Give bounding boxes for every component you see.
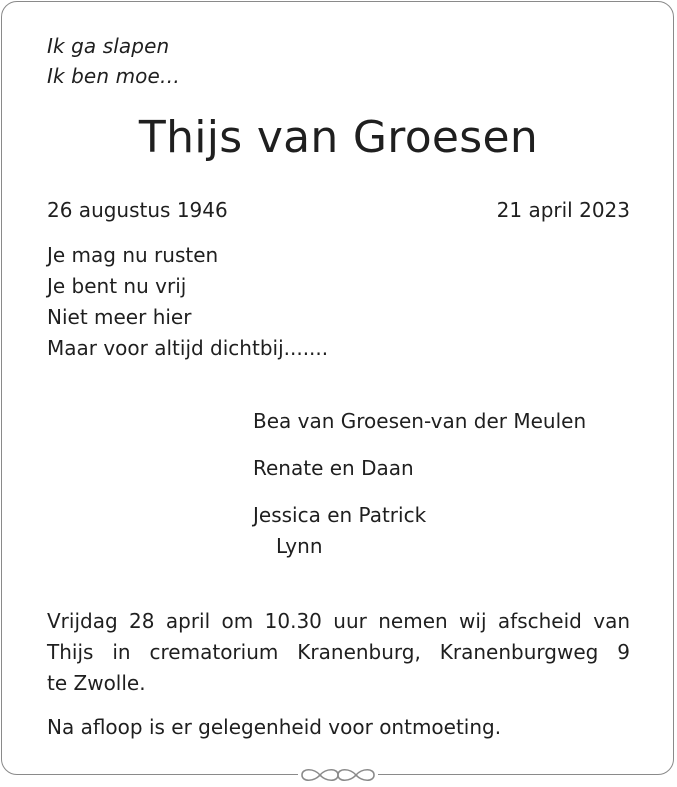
deceased-name: Thijs van Groesen	[138, 112, 539, 163]
family-member-child: Renate en Daan	[253, 456, 414, 480]
family-member-grandchild: Lynn	[276, 534, 323, 558]
ceremony-line: Thijs in crematorium Kranenburg, Kranenburgweg 9	[47, 640, 630, 664]
opening-poem-line: Ik ga slapen	[47, 34, 170, 58]
ceremony-line: te Zwolle.	[47, 671, 146, 695]
main-poem-line: Niet meer hier	[47, 305, 192, 329]
birth-date: 26 augustus 1946	[47, 198, 228, 222]
infinity-ornament-icon	[298, 764, 378, 786]
ceremony-line: Vrijdag 28 april om 10.30 uur nemen wij afscheid van	[47, 609, 630, 633]
death-date: 21 april 2023	[496, 198, 630, 222]
main-poem-line: Je bent nu vrij	[47, 274, 187, 298]
main-poem-line: Je mag nu rusten	[47, 243, 219, 267]
gathering-note: Na afloop is er gelegenheid voor ontmoeting.	[47, 715, 502, 739]
ceremony-details	[47, 606, 630, 699]
family-member-child: Jessica en Patrick	[253, 503, 427, 527]
opening-poem	[47, 31, 180, 91]
main-poem	[47, 240, 328, 364]
main-poem-line: Maar voor altijd dichtbij.......	[47, 336, 329, 360]
opening-poem-line: Ik ben moe…	[47, 64, 180, 88]
family-member-spouse: Bea van Groesen-van der Meulen	[253, 409, 587, 433]
